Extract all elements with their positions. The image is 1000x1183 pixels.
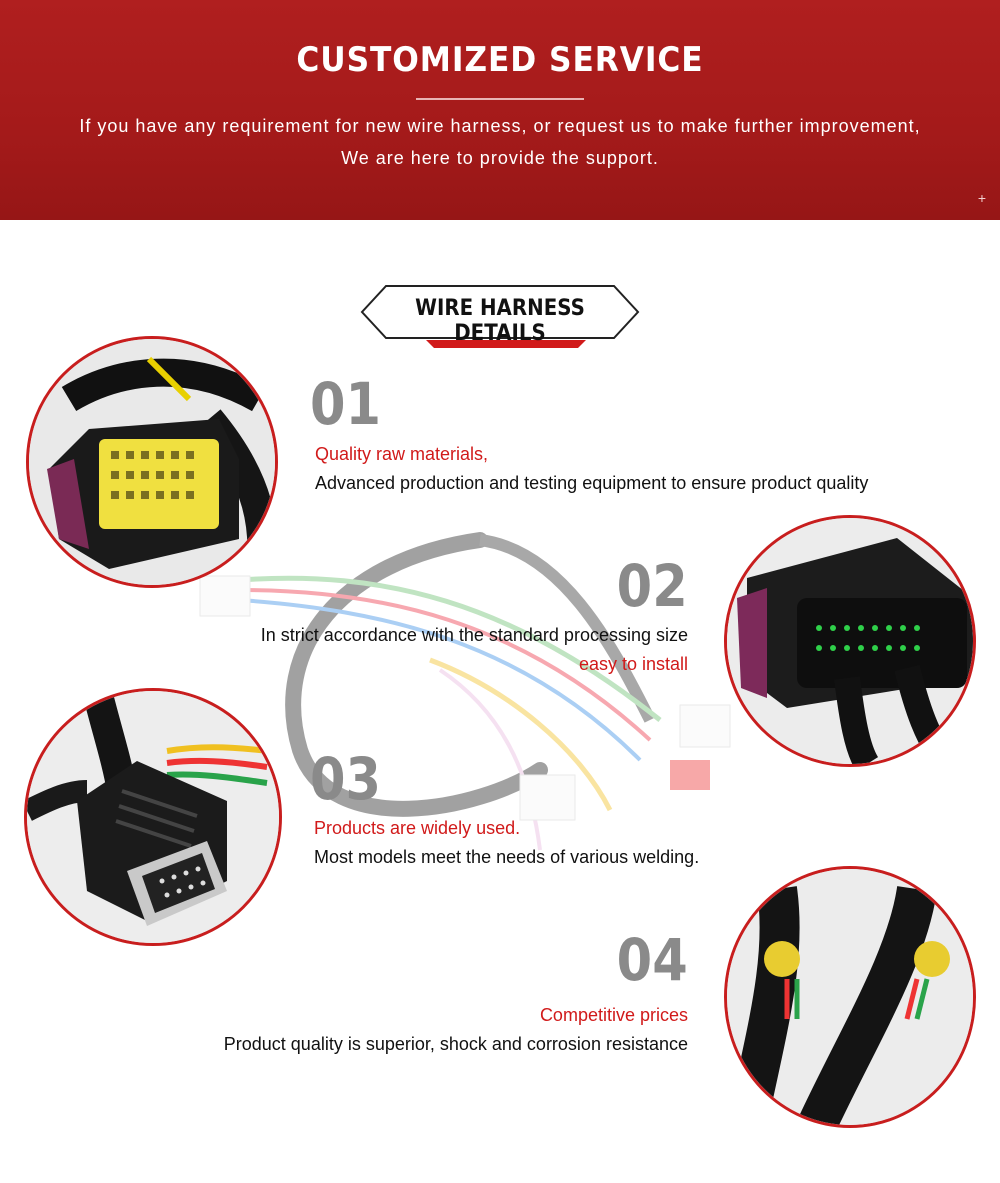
plus-icon: +: [977, 190, 986, 206]
banner-title: CUSTOMIZED SERVICE: [296, 40, 704, 80]
banner-text-line-1: If you have any requirement for new wire harness, or request us to make further improvement,: [79, 116, 921, 136]
feature-02-text: In strict accordance with the standard processing size: [260, 625, 688, 645]
feature-number-04: 04: [616, 926, 688, 994]
d-sub-connector-photo: [24, 688, 282, 946]
details-heading-label: WIRE HARNESS DETAILS: [415, 296, 585, 346]
feature-02-headline: easy to install: [578, 654, 688, 674]
banner-divider: [416, 98, 584, 100]
feature-04-headline: Competitive prices: [539, 1005, 688, 1025]
feature-03-text: Most models meet the needs of various welding.: [314, 847, 700, 867]
feature-01-text: Advanced production and testing equipment to ensure product quality: [315, 473, 869, 493]
feature-01-headline: Quality raw materials,: [315, 444, 489, 464]
feature-03-headline: Products are widely used.: [314, 818, 521, 838]
feature-number-03: 03: [310, 745, 382, 813]
yellow-connector-photo: [26, 336, 278, 588]
customized-service-banner: [0, 0, 1000, 220]
feature-number-02: 02: [616, 552, 688, 620]
sealed-round-connector-photo: [724, 866, 976, 1128]
banner-text-line-2: We are here to provide the support.: [341, 148, 659, 168]
green-pin-connector-photo: [724, 515, 976, 767]
feature-number-01: 01: [310, 370, 382, 438]
feature-04-text: Product quality is superior, shock and corrosion resistance: [223, 1034, 688, 1054]
